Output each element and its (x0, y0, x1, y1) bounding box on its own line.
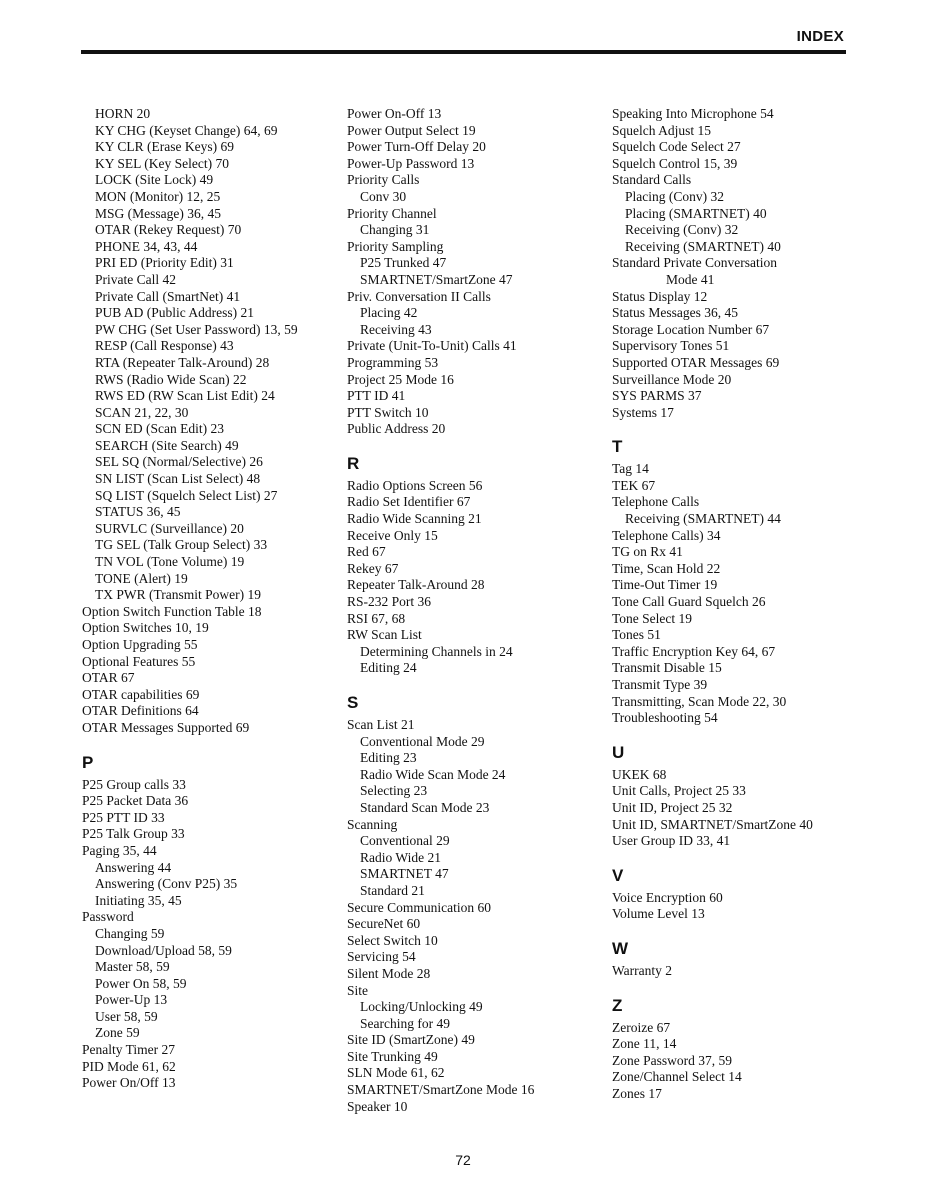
index-entry: Penalty Timer 27 (82, 1042, 176, 1058)
index-entry: Paging 35, 44 (82, 842, 157, 858)
index-entry: Status Display 12 (612, 288, 708, 304)
index-entry: SEARCH (Site Search) 49 (95, 437, 239, 453)
index-entry: Searching for 49 (360, 1015, 450, 1031)
index-entry: MON (Monitor) 12, 25 (95, 188, 221, 204)
index-entry: Repeater Talk-Around 28 (347, 577, 485, 593)
index-entry: Zone/Channel Select 14 (612, 1069, 742, 1085)
index-entry: MSG (Message) 36, 45 (95, 205, 221, 221)
index-entry: Squelch Code Select 27 (612, 139, 741, 155)
index-entry: P25 Talk Group 33 (82, 826, 185, 842)
index-entry: TEK 67 (612, 477, 656, 493)
index-entry: Placing 42 (360, 305, 418, 321)
index-entry: Tones 51 (612, 627, 661, 643)
index-entry: Power On-Off 13 (347, 106, 442, 121)
index-entry: User 58, 59 (95, 1008, 158, 1024)
index-entry: Zones 17 (612, 1085, 662, 1101)
index-entry: Answering (Conv P25) 35 (95, 876, 238, 892)
header-title: INDEX (796, 28, 844, 45)
index-entry: TONE (Alert) 19 (95, 570, 188, 586)
index-entry: PW CHG (Set User Password) 13, 59 (95, 321, 298, 337)
index-entry: RESP (Call Response) 43 (95, 338, 234, 354)
index-entry: Changing 59 (95, 925, 165, 941)
index-entry: Unit ID, SMARTNET/SmartZone 40 (612, 816, 813, 832)
index-entry: Zone 11, 14 (612, 1036, 677, 1052)
index-entry: Locking/Unlocking 49 (360, 999, 483, 1015)
index-entry: Priority Calls (347, 172, 420, 188)
index-entry: Option Switches 10, 19 (82, 620, 209, 636)
index-entry: TN VOL (Tone Volume) 19 (95, 554, 245, 570)
index-entry: SEL SQ (Normal/Selective) 26 (95, 454, 263, 470)
section-letter-t: T (612, 437, 623, 457)
index-entry: Receiving (SMARTNET) 44 (625, 511, 781, 527)
index-entry: KY SEL (Key Select) 70 (95, 155, 229, 171)
section-letter-u: U (612, 742, 625, 762)
index-entry: SYS PARMS 37 (612, 388, 702, 404)
index-entry: Selecting 23 (360, 783, 428, 799)
index-entry: Zone 59 (95, 1025, 140, 1041)
index-entry: TX PWR (Transmit Power) 19 (95, 587, 262, 603)
index-entry: Download/Upload 58, 59 (95, 942, 232, 958)
index-entry: Power-Up Password 13 (347, 155, 475, 171)
index-column-3 (612, 106, 852, 1103)
index-entry: Receiving 43 (360, 321, 432, 337)
index-entry: SN LIST (Scan List Select) 48 (95, 471, 261, 487)
index-entry: SCAN 21, 22, 30 (95, 404, 189, 420)
index-column-1 (82, 106, 332, 1092)
index-entry: Transmitting, Scan Mode 22, 30 (612, 693, 787, 709)
index-entry: OTAR (Rekey Request) 70 (95, 222, 242, 238)
index-entry: Conventional 29 (360, 833, 450, 849)
index-entry: Transmit Type 39 (612, 677, 708, 692)
index-entry: Rekey 67 (347, 560, 399, 576)
index-entry: Power Output Select 19 (347, 122, 476, 138)
section-letter-z: Z (612, 995, 623, 1015)
index-entry: TG on Rx 41 (612, 544, 683, 560)
index-entry: LOCK (Site Lock) 49 (95, 172, 214, 188)
index-entry: Standard Scan Mode 23 (360, 799, 490, 815)
index-entry: RW Scan List (347, 627, 422, 643)
index-entry: Priority Channel (347, 205, 437, 221)
index-entry: Scanning (347, 816, 398, 832)
index-entry: Conv 30 (360, 188, 407, 204)
index-entry: Project 25 Mode 16 (347, 371, 454, 387)
index-entry: HORN 20 (95, 106, 151, 121)
index-entry: Time, Scan Hold 22 (612, 560, 721, 576)
index-entry: Time-Out Timer 19 (612, 577, 718, 593)
index-entry: Speaker 10 (347, 1098, 408, 1114)
index-entry: Servicing 54 (347, 949, 416, 965)
index-entry: Site ID (SmartZone) 49 (347, 1032, 475, 1048)
index-entry: User Group ID 33, 41 (612, 833, 731, 849)
index-entry: Mode 41 (666, 271, 715, 287)
index-entry: Volume Level 13 (612, 906, 705, 922)
index-entry: Receiving (SMARTNET) 40 (625, 238, 781, 254)
index-entry: Radio Set Identifier 67 (347, 494, 471, 510)
index-entry: P25 Packet Data 36 (82, 793, 189, 809)
index-entry: Private (Unit-To-Unit) Calls 41 (347, 338, 517, 354)
index-entry: STATUS 36, 45 (95, 504, 181, 520)
index-entry: SecureNet 60 (347, 916, 421, 932)
index-entry: Tone Call Guard Squelch 26 (612, 594, 766, 610)
index-entry: Private Call (SmartNet) 41 (95, 288, 241, 304)
index-entry: RSI 67, 68 (347, 610, 406, 626)
index-entry: Placing (SMARTNET) 40 (625, 205, 767, 221)
index-entry: Tag 14 (612, 461, 649, 477)
index-entry: Storage Location Number 67 (612, 321, 770, 337)
index-entry: Option Switch Function Table 18 (82, 603, 262, 619)
index-entry: PHONE 34, 43, 44 (95, 238, 198, 254)
index-entry: Power On 58, 59 (95, 975, 187, 991)
index-entry: PRI ED (Priority Edit) 31 (95, 255, 234, 271)
page-number: 72 (455, 1152, 471, 1168)
index-entry: P25 PTT ID 33 (82, 809, 165, 825)
index-entry: Changing 31 (360, 222, 430, 238)
index-entry: Radio Wide Scanning 21 (347, 511, 482, 527)
index-entry: Traffic Encryption Key 64, 67 (612, 643, 776, 659)
index-entry: Select Switch 10 (347, 932, 438, 948)
index-entry: Power Turn-Off Delay 20 (347, 139, 486, 155)
index-entry: RS-232 Port 36 (347, 594, 432, 610)
index-column-2 (347, 106, 597, 1115)
index-entry: Determining Channels in 24 (360, 643, 513, 659)
index-entry: KY CLR (Erase Keys) 69 (95, 139, 234, 155)
index-entry: Optional Features 55 (82, 653, 196, 669)
index-entry: Telephone Calls) 34 (612, 527, 721, 543)
index-entry: Radio Options Screen 56 (347, 477, 483, 493)
index-entry: Priv. Conversation II Calls (347, 288, 491, 304)
index-entry: OTAR 67 (82, 670, 135, 686)
index-entry: Squelch Control 15, 39 (612, 155, 738, 171)
index-entry: KY CHG (Keyset Change) 64, 69 (95, 122, 278, 138)
index-entry: Editing 23 (360, 750, 417, 766)
index-entry: Voice Encryption 60 (612, 889, 723, 905)
index-entry: Systems 17 (612, 404, 674, 420)
index-entry: Troubleshooting 54 (612, 710, 718, 726)
index-entry: Radio Wide Scan Mode 24 (360, 766, 506, 782)
index-entry: Initiating 35, 45 (95, 892, 182, 908)
index-entry: Power-Up 13 (95, 992, 168, 1008)
index-entry: Unit Calls, Project 25 33 (612, 783, 746, 799)
index-entry: Priority Sampling (347, 238, 444, 254)
index-entry: Supervisory Tones 51 (612, 338, 730, 354)
index-entry: Standard Calls (612, 172, 692, 188)
index-entry: SMARTNET 47 (360, 866, 449, 882)
index-entry: OTAR capabilities 69 (82, 686, 200, 702)
section-letter-s: S (347, 693, 359, 712)
index-entry: Red 67 (347, 544, 386, 560)
index-entry: Tone Select 19 (612, 610, 693, 626)
index-entry: Password (82, 909, 134, 925)
header-rule (81, 50, 846, 54)
index-entry: Zone Password 37, 59 (612, 1052, 732, 1068)
index-entry: Warranty 2 (612, 962, 673, 978)
section-letter-p: P (82, 752, 94, 772)
index-entry: RWS (Radio Wide Scan) 22 (95, 371, 247, 387)
index-entry: Secure Communication 60 (347, 899, 491, 915)
index-entry: PTT ID 41 (347, 388, 406, 404)
index-entry: Option Upgrading 55 (82, 637, 198, 652)
index-entry: Transmit Disable 15 (612, 660, 722, 676)
index-entry: Power On/Off 13 (82, 1075, 176, 1091)
index-entry: OTAR Messages Supported 69 (82, 719, 250, 735)
index-entry: Private Call 42 (95, 271, 176, 287)
index-entry: SMARTNET/SmartZone Mode 16 (347, 1082, 535, 1098)
index-entry: PUB AD (Public Address) 21 (95, 305, 255, 321)
index-entry: Speaking Into Microphone 54 (612, 106, 774, 121)
index-entry: P25 Trunked 47 (360, 255, 447, 271)
index-entry: Site Trunking 49 (347, 1048, 438, 1064)
index-entry: SURVLC (Surveillance) 20 (95, 520, 244, 536)
index-entry: Supported OTAR Messages 69 (612, 354, 780, 370)
index-entry: Site (347, 982, 369, 998)
index-entry: Status Messages 36, 45 (612, 305, 738, 321)
index-entry: Scan List 21 (347, 717, 415, 732)
index-entry: UKEK 68 (612, 766, 667, 782)
index-entry: Zeroize 67 (612, 1019, 671, 1035)
index-entry: Telephone Calls (612, 494, 700, 510)
index-entry: SCN ED (Scan Edit) 23 (95, 421, 224, 437)
index-entry: Public Address 20 (347, 421, 446, 437)
index-entry: Answering 44 (95, 859, 172, 875)
index-entry: Master 58, 59 (95, 959, 170, 975)
index-entry: Standard Private Conversation (612, 255, 777, 271)
index-entry: Silent Mode 28 (347, 965, 431, 981)
index-entry: SMARTNET/SmartZone 47 (360, 271, 513, 287)
index-entry: OTAR Definitions 64 (82, 703, 199, 719)
index-entry: Unit ID, Project 25 32 (612, 799, 733, 815)
index-entry: Placing (Conv) 32 (625, 188, 724, 204)
section-letter-v: V (612, 865, 624, 885)
index-entry: RTA (Repeater Talk-Around) 28 (95, 354, 270, 370)
index-entry: Squelch Adjust 15 (612, 122, 712, 138)
index-entry: Standard 21 (360, 882, 425, 898)
index-entry: P25 Group calls 33 (82, 776, 186, 792)
index-entry: PTT Switch 10 (347, 404, 429, 420)
index-entry: TG SEL (Talk Group Select) 33 (95, 537, 268, 553)
index-entry: RWS ED (RW Scan List Edit) 24 (95, 388, 275, 404)
index-entry: Receiving (Conv) 32 (625, 222, 739, 238)
index-entry: SLN Mode 61, 62 (347, 1065, 445, 1081)
index-entry: Radio Wide 21 (360, 849, 441, 865)
index-entry: PID Mode 61, 62 (82, 1058, 176, 1074)
index-entry: Editing 24 (360, 660, 417, 676)
index-entry: Conventional Mode 29 (360, 733, 485, 749)
index-entry: Programming 53 (347, 354, 439, 370)
index-entry: Receive Only 15 (347, 527, 438, 543)
section-letter-w: W (612, 938, 629, 958)
index-entry: SQ LIST (Squelch Select List) 27 (95, 487, 278, 503)
section-letter-r: R (347, 453, 360, 473)
index-entry: Surveillance Mode 20 (612, 371, 732, 387)
